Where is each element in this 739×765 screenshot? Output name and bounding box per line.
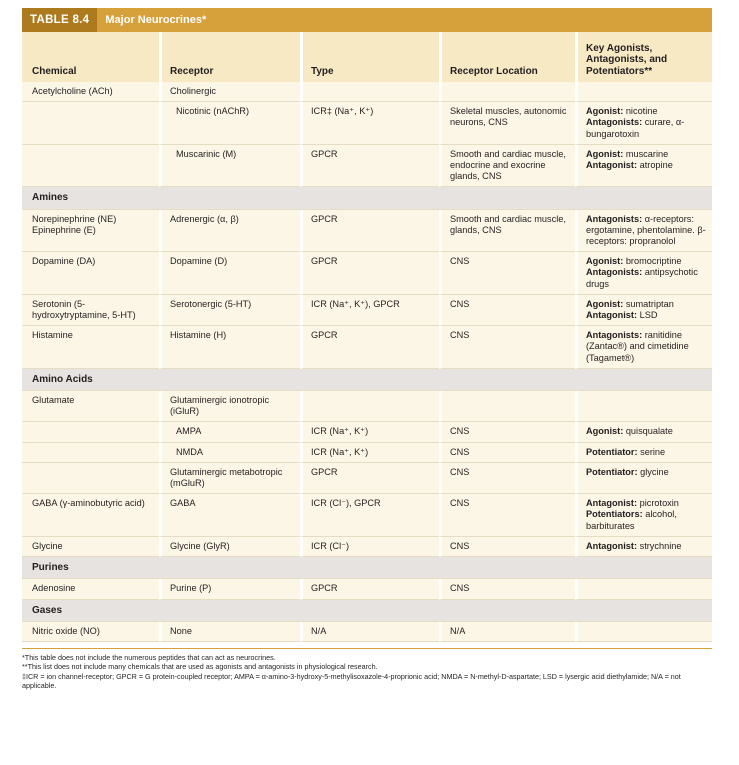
- receptor-cell: Muscarinic (M): [159, 145, 300, 188]
- key-agent-role: Antagonist:: [586, 498, 638, 509]
- table-row: [22, 295, 712, 326]
- table-row: [22, 145, 712, 188]
- location-cell: CNS: [439, 295, 575, 326]
- location-cell: CNS: [439, 326, 575, 369]
- header-receptor-location: Receptor Location: [439, 32, 575, 82]
- chemical-cell: Histamine: [22, 326, 159, 369]
- chemical-cell: Adenosine: [22, 579, 159, 599]
- header-row: [22, 32, 712, 82]
- chemical-cell: [22, 443, 159, 463]
- location-cell: [439, 391, 575, 422]
- receptor-cell: Purine (P): [159, 579, 300, 599]
- receptor-cell: Glutaminergic metabotropic (mGluR): [159, 463, 300, 494]
- type-cell: ICR (Na⁺, K⁺), GPCR: [300, 295, 439, 326]
- key-agent-role: Antagonist:: [586, 540, 638, 551]
- receptor-cell: GABA: [159, 494, 300, 537]
- key-agents-cell: [575, 252, 712, 295]
- table-row: [22, 252, 712, 295]
- key-agent-role: Agonist:: [586, 106, 624, 117]
- location-cell: Smooth and cardiac muscle, endocrine and exocrine glands, CNS: [439, 145, 575, 188]
- receptor-cell: Histamine (H): [159, 326, 300, 369]
- table-row: [22, 494, 712, 537]
- key-agent-role: Antagonists:: [586, 330, 643, 341]
- table-row: [22, 537, 712, 557]
- chemical-cell: Serotonin (5-hydroxytryptamine, 5-HT): [22, 295, 159, 326]
- key-agent-entry: [586, 426, 707, 437]
- footnote: *This table does not include the numerous peptides that can act as neurocrines.: [22, 652, 276, 662]
- key-agent-entry: [586, 256, 707, 267]
- key-agent-role: Antagonists:: [586, 267, 643, 278]
- key-agent-entry: [586, 214, 707, 248]
- key-agent-role: Agonist:: [586, 256, 624, 267]
- key-agents-cell: [575, 326, 712, 369]
- chemical-cell: [22, 422, 159, 442]
- type-cell: ICR (Na⁺, K⁺): [300, 422, 439, 442]
- table-row: [22, 443, 712, 463]
- chemical-cell: Glutamate: [22, 391, 159, 422]
- table-row: [22, 622, 712, 642]
- type-cell: ICR (Cl⁻): [300, 537, 439, 557]
- section-row: [22, 557, 712, 579]
- receptor-cell: AMPA: [159, 422, 300, 442]
- table-container: [22, 8, 712, 690]
- key-agents-cell: [575, 494, 712, 537]
- header-chemical: Chemical: [22, 32, 159, 82]
- key-agent-names: strychnine: [637, 540, 682, 551]
- key-agent-names: α-receptors: ergotamine, phentolamine. β-receptors: propranolol: [586, 213, 706, 247]
- receptor-cell: Cholinergic: [159, 82, 300, 102]
- table-row: [22, 210, 712, 253]
- location-cell: Smooth and cardiac muscle, glands, CNS: [439, 210, 575, 253]
- section-label: Gases: [22, 600, 712, 622]
- footnotes: [22, 648, 712, 690]
- section-label: Amino Acids: [22, 369, 712, 391]
- key-agents-cell: [575, 102, 712, 145]
- location-cell: CNS: [439, 579, 575, 599]
- key-agent-entry: [586, 467, 707, 478]
- key-agent-names: curare, α-bungarotoxin: [586, 117, 685, 139]
- key-agent-role: Agonist:: [586, 298, 624, 309]
- type-cell: GPCR: [300, 326, 439, 369]
- chemical-cell: Nitric oxide (NO): [22, 622, 159, 642]
- chemical-cell: GABA (γ-aminobutyric acid): [22, 494, 159, 537]
- table-row: [22, 391, 712, 422]
- type-cell: GPCR: [300, 145, 439, 188]
- key-agent-role: Antagonists:: [586, 117, 643, 128]
- location-cell: CNS: [439, 422, 575, 442]
- key-agent-entry: [586, 330, 707, 364]
- section-label: Amines: [22, 187, 712, 209]
- table-row: [22, 326, 712, 369]
- key-agents-cell: [575, 210, 712, 253]
- key-agents-cell: [575, 82, 712, 102]
- table-number-label: TABLE 8.4: [22, 8, 97, 32]
- key-agent-names: LSD: [637, 310, 658, 321]
- location-cell: [439, 82, 575, 102]
- location-cell: CNS: [439, 443, 575, 463]
- key-agent-names: picrotoxin: [637, 498, 679, 509]
- type-cell: GPCR: [300, 463, 439, 494]
- type-cell: GPCR: [300, 210, 439, 253]
- location-cell: Skeletal muscles, autonomic neurons, CNS: [439, 102, 575, 145]
- key-agent-entry: [586, 267, 707, 289]
- key-agent-entry: [586, 447, 707, 458]
- table-row: [22, 82, 712, 102]
- key-agent-role: Agonist:: [586, 148, 624, 159]
- chemical-cell: [22, 145, 159, 188]
- receptor-cell: NMDA: [159, 443, 300, 463]
- key-agent-entry: [586, 509, 707, 531]
- key-agents-cell: [575, 622, 712, 642]
- key-agent-role: Potentiator:: [586, 446, 638, 457]
- chemical-cell: Acetylcholine (ACh): [22, 82, 159, 102]
- key-agent-names: quisqualate: [623, 426, 673, 437]
- type-cell: [300, 391, 439, 422]
- header-type: Type: [300, 32, 439, 82]
- section-label: Purines: [22, 557, 712, 579]
- table-body: [22, 82, 712, 642]
- key-agent-role: Potentiators:: [586, 509, 643, 520]
- key-agent-role: Antagonists:: [586, 213, 643, 224]
- receptor-cell: Glutaminergic ionotropic (iGluR): [159, 391, 300, 422]
- key-agent-role: Antagonist:: [586, 160, 638, 171]
- key-agent-entry: [586, 299, 707, 310]
- key-agent-names: ranitidine (Zantac®) and cimetidine (Tagamet®): [586, 330, 689, 363]
- table-row: [22, 102, 712, 145]
- type-cell: GPCR: [300, 579, 439, 599]
- section-row: [22, 369, 712, 391]
- section-row: [22, 600, 712, 622]
- key-agent-entry: [586, 541, 707, 552]
- type-cell: N/A: [300, 622, 439, 642]
- section-row: [22, 187, 712, 209]
- key-agents-cell: [575, 579, 712, 599]
- footnote: ‡ICR = ion channel-receptor; GPCR = G protein-coupled receptor; AMPA = α-amino-3-hydroxy-5-methylisoxazole-4-proprionic acid; NMDA = N-methyl-D-aspartate; LSD = lysergic acid diethylamide; N/A = not applicable.: [22, 671, 681, 690]
- key-agent-entry: [586, 149, 707, 160]
- table-row: [22, 422, 712, 442]
- key-agents-cell: [575, 295, 712, 326]
- location-cell: CNS: [439, 463, 575, 494]
- chemical-cell: [22, 102, 159, 145]
- chemical-cell: Glycine: [22, 537, 159, 557]
- location-cell: CNS: [439, 494, 575, 537]
- neurocrines-table: [22, 32, 712, 642]
- key-agent-names: muscarine: [623, 148, 669, 159]
- key-agent-names: antipsychotic drugs: [586, 267, 698, 289]
- header-key-agents: Key Agonists, Antagonists, and Potentiators**: [575, 32, 712, 82]
- location-cell: N/A: [439, 622, 575, 642]
- chemical-cell: [22, 463, 159, 494]
- key-agent-names: nicotine: [623, 106, 658, 117]
- chemical-cell: Dopamine (DA): [22, 252, 159, 295]
- key-agent-names: atropine: [637, 160, 673, 171]
- receptor-cell: Nicotinic (nAChR): [159, 102, 300, 145]
- key-agent-entry: [586, 106, 707, 117]
- receptor-cell: Adrenergic (α, β): [159, 210, 300, 253]
- key-agent-role: Antagonist:: [586, 310, 638, 321]
- table-row: [22, 463, 712, 494]
- table-row: [22, 579, 712, 599]
- table-title-bar: [22, 8, 712, 32]
- type-cell: GPCR: [300, 252, 439, 295]
- key-agents-cell: [575, 391, 712, 422]
- key-agents-cell: [575, 443, 712, 463]
- type-cell: [300, 82, 439, 102]
- key-agent-names: alcohol, barbiturates: [586, 509, 677, 531]
- key-agents-cell: [575, 463, 712, 494]
- key-agent-names: serine: [637, 446, 666, 457]
- receptor-cell: Glycine (GlyR): [159, 537, 300, 557]
- type-cell: ICR (Cl⁻), GPCR: [300, 494, 439, 537]
- key-agent-entry: [586, 310, 707, 321]
- header-receptor: Receptor: [159, 32, 300, 82]
- key-agent-names: glycine: [637, 466, 669, 477]
- key-agents-cell: [575, 422, 712, 442]
- location-cell: CNS: [439, 537, 575, 557]
- key-agents-cell: [575, 145, 712, 188]
- key-agent-entry: [586, 117, 707, 139]
- key-agent-entry: [586, 498, 707, 509]
- key-agent-role: Agonist:: [586, 426, 624, 437]
- key-agent-entry: [586, 160, 707, 171]
- chemical-cell: Norepinephrine (NE) Epinephrine (E): [22, 210, 159, 253]
- key-agent-names: sumatriptan: [623, 298, 674, 309]
- receptor-cell: None: [159, 622, 300, 642]
- key-agent-role: Potentiator:: [586, 466, 638, 477]
- type-cell: ICR‡ (Na⁺, K⁺): [300, 102, 439, 145]
- footnote: **This list does not include many chemicals that are used as agonists and antagonists in physiological research.: [22, 662, 378, 672]
- table-title: Major Neurocrines*: [105, 14, 207, 26]
- receptor-cell: Serotonergic (5-HT): [159, 295, 300, 326]
- location-cell: CNS: [439, 252, 575, 295]
- receptor-cell: Dopamine (D): [159, 252, 300, 295]
- key-agents-cell: [575, 537, 712, 557]
- key-agent-names: bromocriptine: [623, 256, 682, 267]
- type-cell: ICR (Na⁺, K⁺): [300, 443, 439, 463]
